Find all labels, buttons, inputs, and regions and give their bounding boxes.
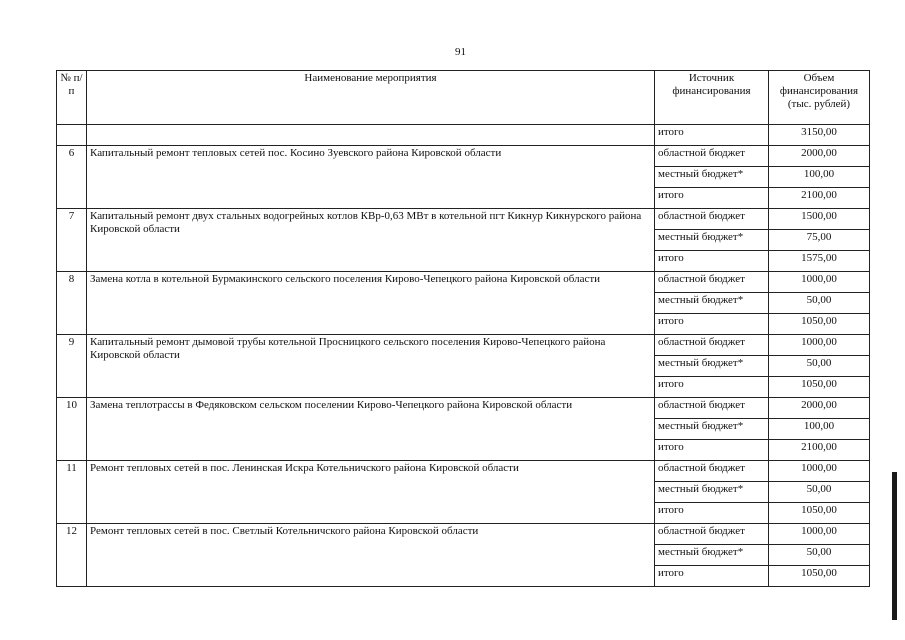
scan-edge-bar (892, 472, 897, 620)
financing-source: местный бюджет* (655, 167, 769, 188)
financing-amount: 1050,00 (769, 566, 870, 587)
measure-name: Ремонт тепловых сетей в пос. Ленинская Искра Котельничского района Кировской области (87, 461, 655, 524)
row-number: 8 (57, 272, 87, 335)
financing-source: областной бюджет (655, 146, 769, 167)
financing-amount: 1000,00 (769, 335, 870, 356)
financing-source: итого (655, 377, 769, 398)
financing-source: итого (655, 314, 769, 335)
measure-name: Замена котла в котельной Бурмакинского сельского поселения Кирово-Чепецкого района Кировской области (87, 272, 655, 335)
financing-amount: 2100,00 (769, 188, 870, 209)
table-header-row (57, 71, 870, 125)
header-name: Наименование мероприятия (87, 71, 655, 125)
table-row (57, 398, 870, 419)
financing-source: местный бюджет* (655, 293, 769, 314)
table-row (57, 335, 870, 356)
financing-amount: 1050,00 (769, 377, 870, 398)
financing-source: местный бюджет* (655, 482, 769, 503)
table-row (57, 146, 870, 167)
financing-source: местный бюджет* (655, 419, 769, 440)
header-source: Источник финансирования (655, 71, 769, 125)
carryover-amount: 3150,00 (769, 125, 870, 146)
financing-source: итого (655, 440, 769, 461)
row-number: 12 (57, 524, 87, 587)
financing-amount: 1050,00 (769, 314, 870, 335)
carryover-num (57, 125, 87, 146)
financing-source: областной бюджет (655, 335, 769, 356)
financing-source: местный бюджет* (655, 230, 769, 251)
financing-amount: 1000,00 (769, 272, 870, 293)
financing-source: итого (655, 251, 769, 272)
financing-amount: 2000,00 (769, 398, 870, 419)
financing-amount: 1500,00 (769, 209, 870, 230)
measure-name: Замена теплотрассы в Федяковском сельском поселении Кирово-Чепецкого района Кировской области (87, 398, 655, 461)
header-num: № п/п (57, 71, 87, 125)
financing-amount: 1000,00 (769, 461, 870, 482)
measure-name: Капитальный ремонт тепловых сетей пос. Косино Зуевского района Кировской области (87, 146, 655, 209)
financing-amount: 75,00 (769, 230, 870, 251)
measure-name: Капитальный ремонт дымовой трубы котельной Просницкого сельского поселения Кирово-Чепецкого района Кировской области (87, 335, 655, 398)
financing-amount: 1050,00 (769, 503, 870, 524)
page-number: 91 (455, 46, 466, 58)
financing-amount: 2000,00 (769, 146, 870, 167)
financing-amount: 100,00 (769, 419, 870, 440)
financing-source: областной бюджет (655, 209, 769, 230)
financing-amount: 1575,00 (769, 251, 870, 272)
carryover-name (87, 125, 655, 146)
carryover-row (57, 125, 870, 146)
financing-amount: 50,00 (769, 293, 870, 314)
row-number: 7 (57, 209, 87, 272)
financing-source: итого (655, 503, 769, 524)
measure-name: Ремонт тепловых сетей в пос. Светлый Котельничского района Кировской области (87, 524, 655, 587)
financing-source: областной бюджет (655, 461, 769, 482)
financing-amount: 50,00 (769, 545, 870, 566)
row-number: 11 (57, 461, 87, 524)
carryover-source: итого (655, 125, 769, 146)
measure-name: Капитальный ремонт двух стальных водогрейных котлов КВр-0,63 МВт в котельной пгт Кикнур Кикнурского района Кировской области (87, 209, 655, 272)
financing-amount: 50,00 (769, 356, 870, 377)
financing-table (56, 70, 870, 587)
table-row (57, 209, 870, 230)
financing-source: итого (655, 188, 769, 209)
row-number: 6 (57, 146, 87, 209)
financing-source: местный бюджет* (655, 356, 769, 377)
financing-amount: 2100,00 (769, 440, 870, 461)
financing-source: областной бюджет (655, 524, 769, 545)
row-number: 10 (57, 398, 87, 461)
table-row (57, 461, 870, 482)
financing-source: областной бюджет (655, 398, 769, 419)
financing-amount: 100,00 (769, 167, 870, 188)
row-number: 9 (57, 335, 87, 398)
table-row (57, 272, 870, 293)
financing-amount: 1000,00 (769, 524, 870, 545)
table-row (57, 524, 870, 545)
financing-source: областной бюджет (655, 272, 769, 293)
header-amount: Объем финансирования (тыс. рублей) (769, 71, 870, 125)
financing-source: местный бюджет* (655, 545, 769, 566)
financing-amount: 50,00 (769, 482, 870, 503)
financing-source: итого (655, 566, 769, 587)
